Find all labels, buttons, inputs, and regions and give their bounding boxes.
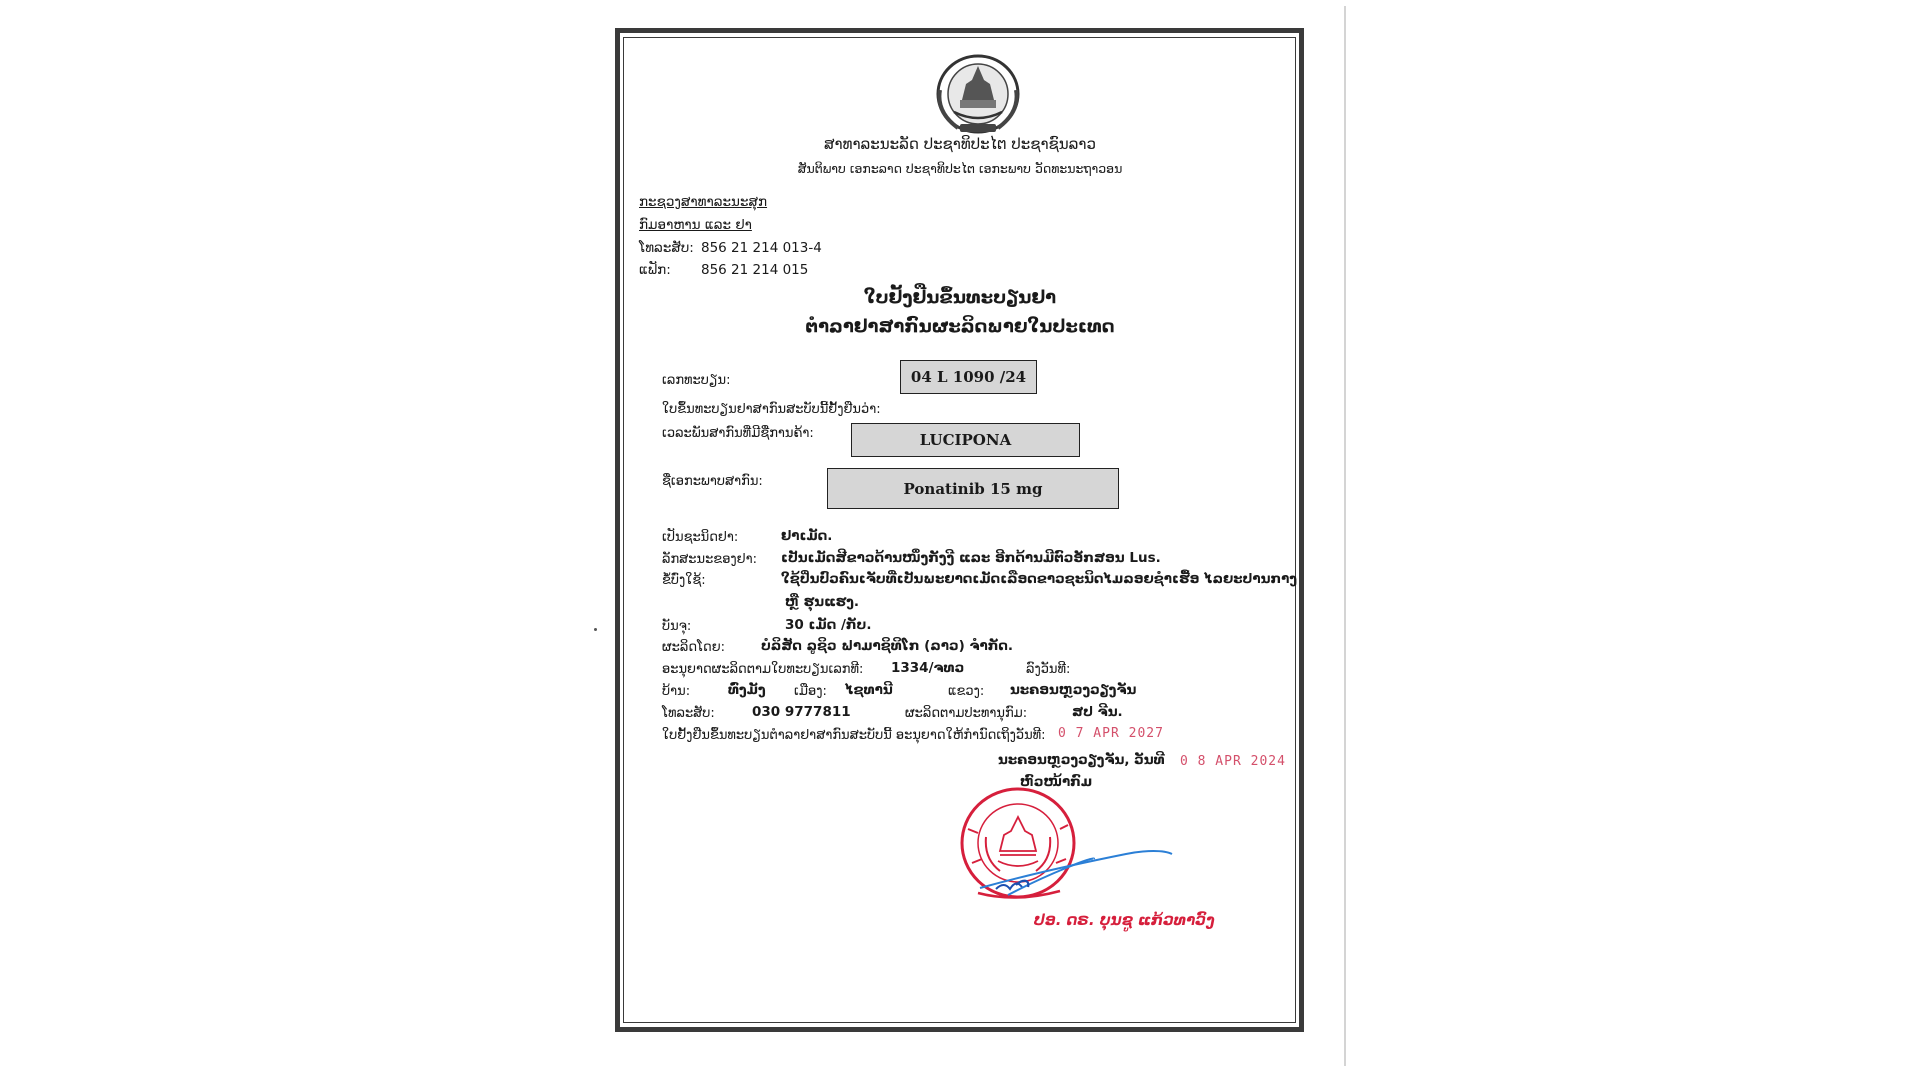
generic-name-box: [827, 468, 1119, 509]
trade-name-label: ເວລະພັນສາກົນທີ່ມີຊື່ການຄ້າ:: [662, 426, 814, 441]
issue-place-date: ນະຄອນຫຼວງວຽງຈັນ, ວັນທີ: [998, 752, 1165, 768]
national-emblem-icon: [932, 50, 1024, 136]
generic-name-label: ຊື່ເອກະພາບສາກົນ:: [662, 474, 763, 489]
indication-label: ຂໍ້ບົ່ງໃຊ້:: [662, 573, 706, 588]
generic-name: Ponatinib 15 mg: [903, 479, 1043, 498]
certificate-subtitle: ຕຳລາຢາສາກົນຜະລິດພາຍໃນປະເທດ: [805, 316, 1115, 337]
registration-number-label: ເລກທະບຽນ:: [662, 373, 731, 388]
registration-number-box: [900, 360, 1037, 394]
issue-date-stamp: 0 8 APR 2024: [1180, 754, 1286, 769]
tel-label: ໂທລະສັບ:: [662, 706, 715, 721]
package-label: ບັນຈຸ:: [662, 619, 692, 634]
signer-position: ຫົວໜ້າກົມ: [1020, 774, 1093, 790]
registration-number: 04 L 1090 /24: [910, 368, 1027, 386]
origin-label: ຜະລິດຕາມປະທານຸກົມ:: [905, 706, 1028, 721]
trade-name-box: [851, 423, 1080, 457]
phone-number: 856 21 214 013-4: [701, 240, 822, 256]
village-label: ບ້ານ:: [662, 684, 691, 699]
district-label: ເມືອງ:: [794, 684, 827, 699]
manufacturer: ບໍລິສັດ ລູຊິວ ຟາມາຊິທິໂກ (ລາວ) ຈຳກັດ.: [761, 638, 1014, 654]
certificate-title: ໃບຢັ້ງຢືນຂຶ້ນທະບຽນຢາ: [863, 287, 1057, 308]
certificate-intro: ໃບຂຶ້ນທະບຽນຢາສາກົນສະບັບນີ້ຢັ້ງຢືນວ່າ:: [662, 402, 881, 417]
tel-number: 030 9777811: [752, 704, 851, 720]
handwritten-signature: [976, 848, 1176, 892]
trade-name: LUCIPONA: [919, 431, 1012, 449]
expiry-date-stamp: 0 7 APR 2027: [1058, 726, 1164, 741]
validity-text: ໃບຢັ້ງຢືນຂຶ້ນທະບຽນຕຳລາຢາສາກົນສະບັບນີ້ ອະນຸຍາດໃຫ້ກຳນົດເຖິງວັນທີ:: [662, 728, 1046, 743]
indication-line-1: ໃຊ້ປິ່ນປົວຄົນເຈັບທີ່ເປັນພະຍາດເມັດເລືອດຂາວຊະນິດໄມລອຍຊຳເຮື້ອ ໄລຍະປານກາງ: [781, 571, 1298, 587]
manufacturer-label: ຜະລິດໂດຍ:: [662, 640, 726, 655]
fax-number: 856 21 214 015: [701, 262, 809, 278]
header-national-motto: ສັນຕິພາບ ເອກະລາດ ປະຊາທິປະໄຕ ເອກະພາບ ວັດທະນະຖາວອນ: [797, 161, 1123, 176]
signer-name: ປອ. ດຣ. ບຸນຊູ ແກ້ວທາວົງ: [1034, 911, 1215, 929]
department-name: ກົມອາຫານ ແລະ ຢາ: [639, 217, 752, 233]
header-national-title: ສາທາລະນະລັດ ປະຊາທິປະໄຕ ປະຊາຊົນລາວ: [824, 135, 1096, 153]
description: ເປັນເມັດສີຂາວດ້ານໜຶ່ງກັງງີ ແລະ ອີກດ້ານມີຕົວອັກສອນ Lus.: [781, 550, 1161, 566]
ministry-name: ກະຊວງສາທາລະນະສຸກ: [639, 194, 768, 210]
package: 30 ເມັດ /ກັບ.: [785, 617, 872, 633]
dosage-form: ຢາເມັດ.: [781, 528, 833, 544]
village: ທົ່ງມັງ: [728, 682, 766, 698]
dosage-form-label: ເປັນຊະນິດຢາ:: [662, 530, 739, 545]
indication-line-2: ຫຼື ຮຸນແຮງ.: [785, 594, 860, 610]
province: ນະຄອນຫຼວງວຽງຈັນ: [1010, 682, 1137, 698]
phone-label: ໂທລະສັບ:: [639, 240, 694, 256]
description-label: ລັກສະນະຂອງຢາ:: [662, 552, 758, 567]
scan-speck: [594, 628, 597, 631]
license-date-label: ລົງວັນທີ:: [1026, 662, 1071, 677]
license-label: ອະນຸຍາດຜະລິດຕາມໃບທະບຽນເລກທີ:: [662, 662, 864, 677]
license-number: 1334/ຈທວ: [891, 660, 965, 676]
origin-country: ສປ ຈີນ.: [1072, 704, 1123, 720]
fax-label: ແຟັກ:: [639, 262, 671, 278]
province-label: ແຂວງ:: [948, 684, 985, 699]
district: ໄຊທານີ: [845, 682, 893, 698]
